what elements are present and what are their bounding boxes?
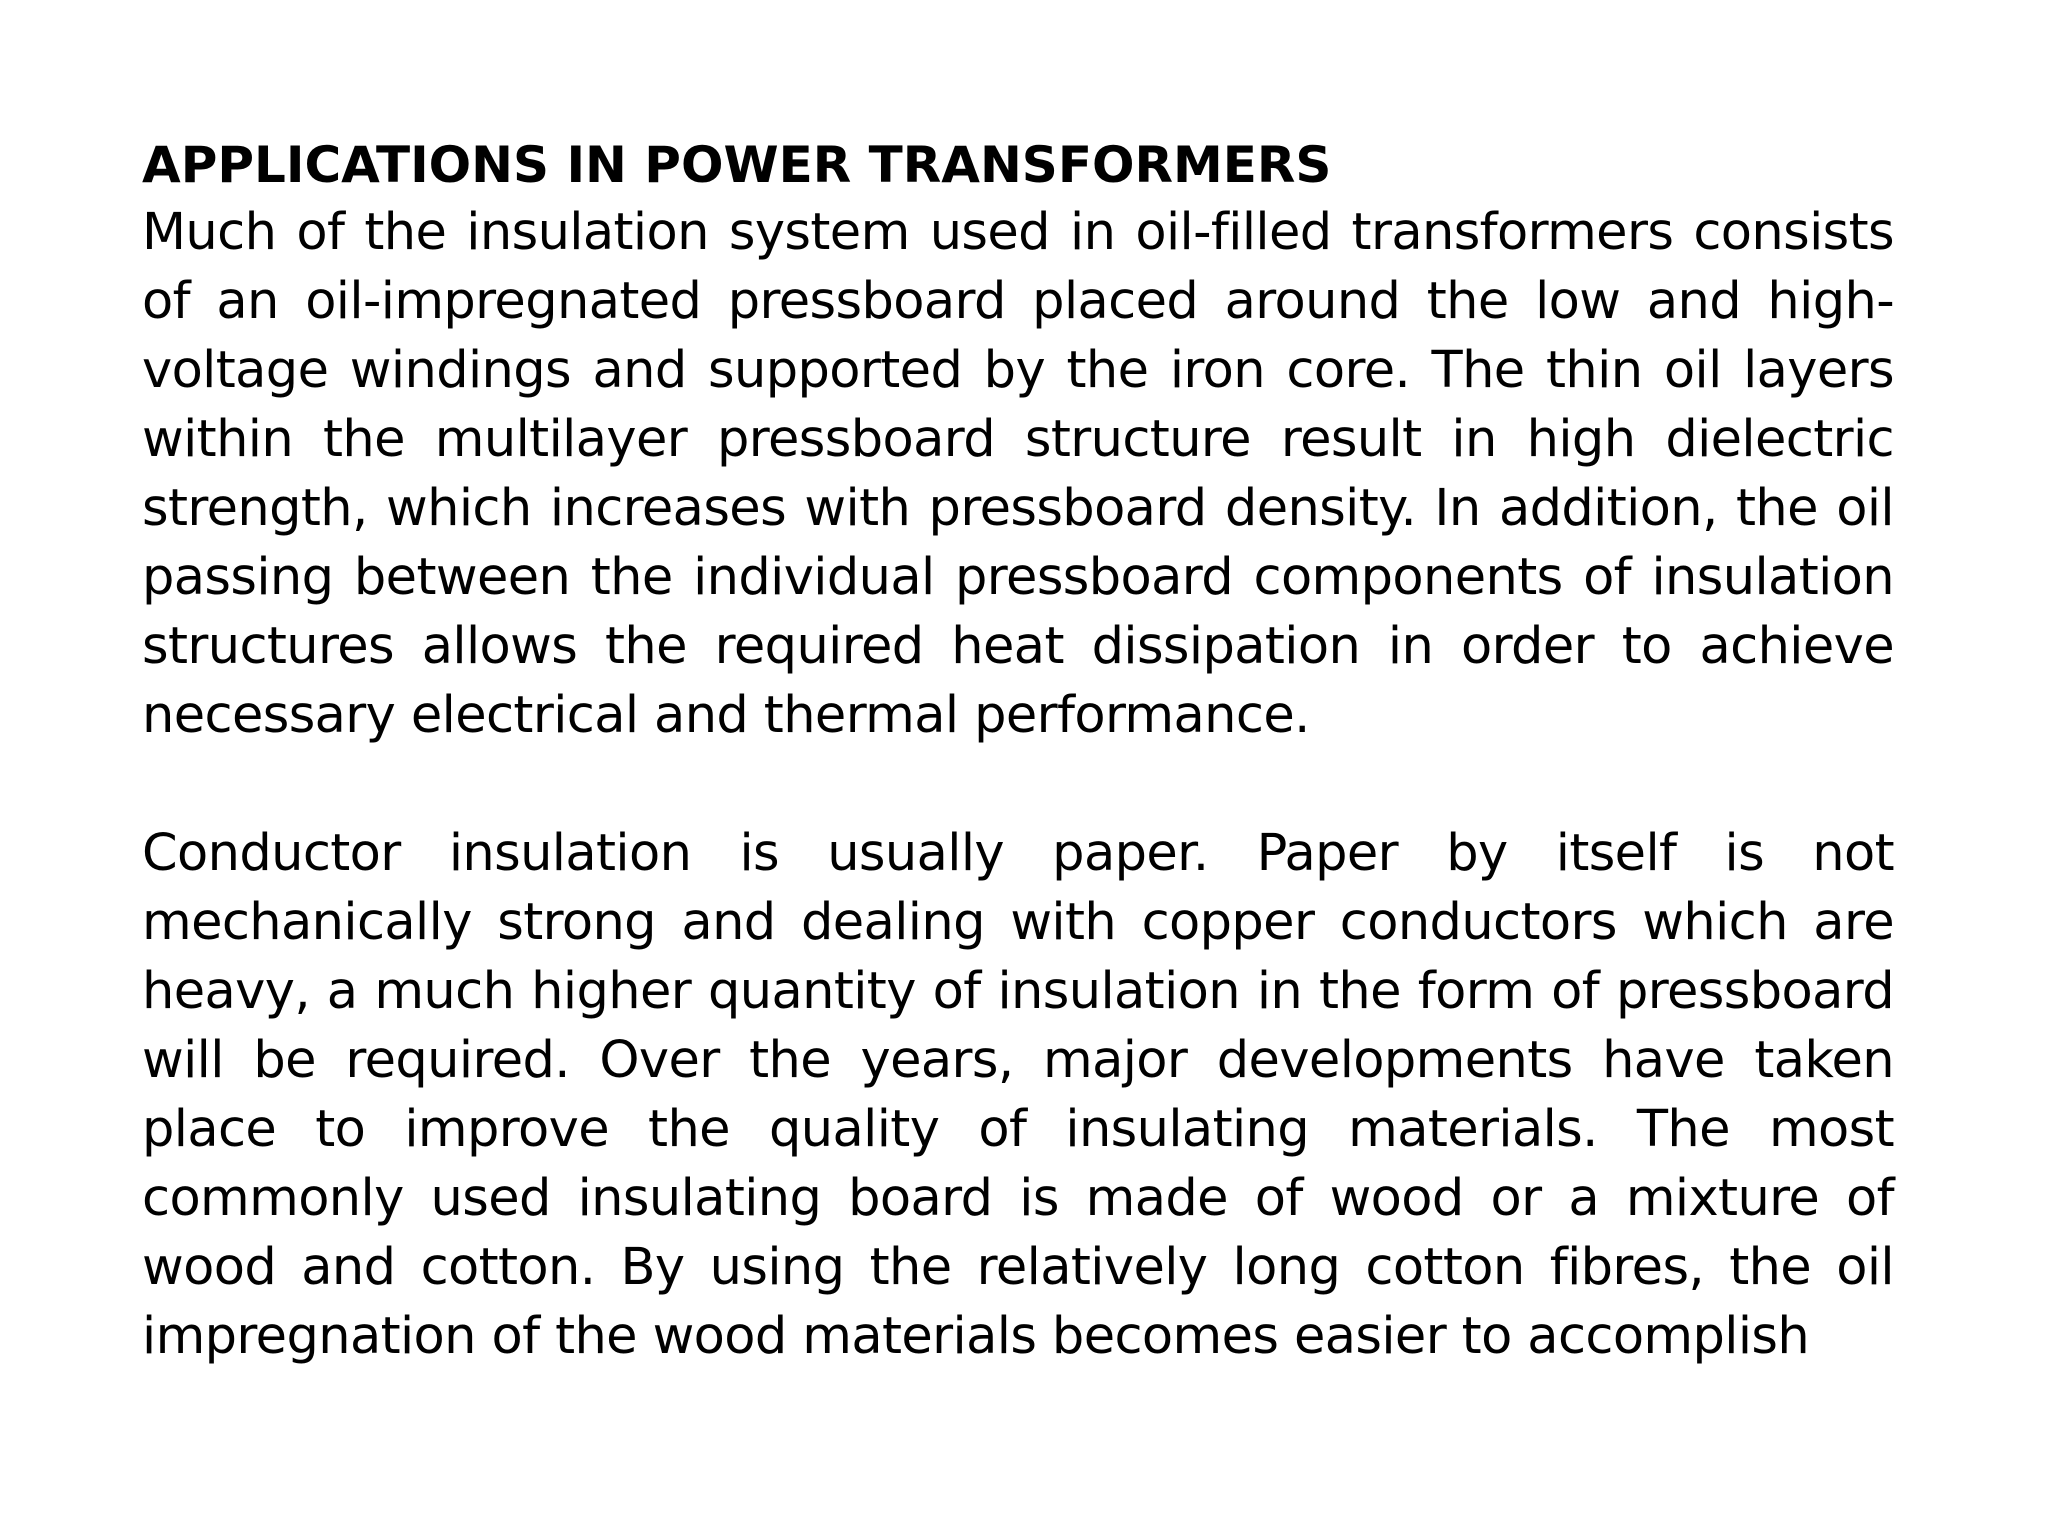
paragraph-oil-insulation: Much of the insulation system used in oil-filled transformers consists of an oil-impregnated pressboard placed around the low and high-voltage windings and supported by the iron core. The thin oil layers within the multilayer pressboard structure result in high dielectric strength, which increases with pressboard density. In addition, the oil passing between the individual pressboard components of insulation structures allows the required heat dissipation in order to achieve necessary electrical and thermal performance. (142, 203, 1894, 745)
document-heading: APPLICATIONS IN POWER TRANSFORMERS (142, 136, 1332, 194)
paragraph-conductor-insulation: Conductor insulation is usually paper. Paper by itself is not mechanically strong and dealing with copper conductors which are heavy, a much higher quantity of insulation in the form of pressboard will be required. Over the years, major developments have taken place to improve the quality of insulating materials. The most commonly used insulating board is made of wood or a mixture of wood and cotton. By using the relatively long cotton fibres, the oil impregnation of the wood materials becomes easier to accomplish (142, 824, 1894, 1366)
document-body (142, 132, 1894, 1371)
paragraph-spacer (142, 750, 1894, 819)
